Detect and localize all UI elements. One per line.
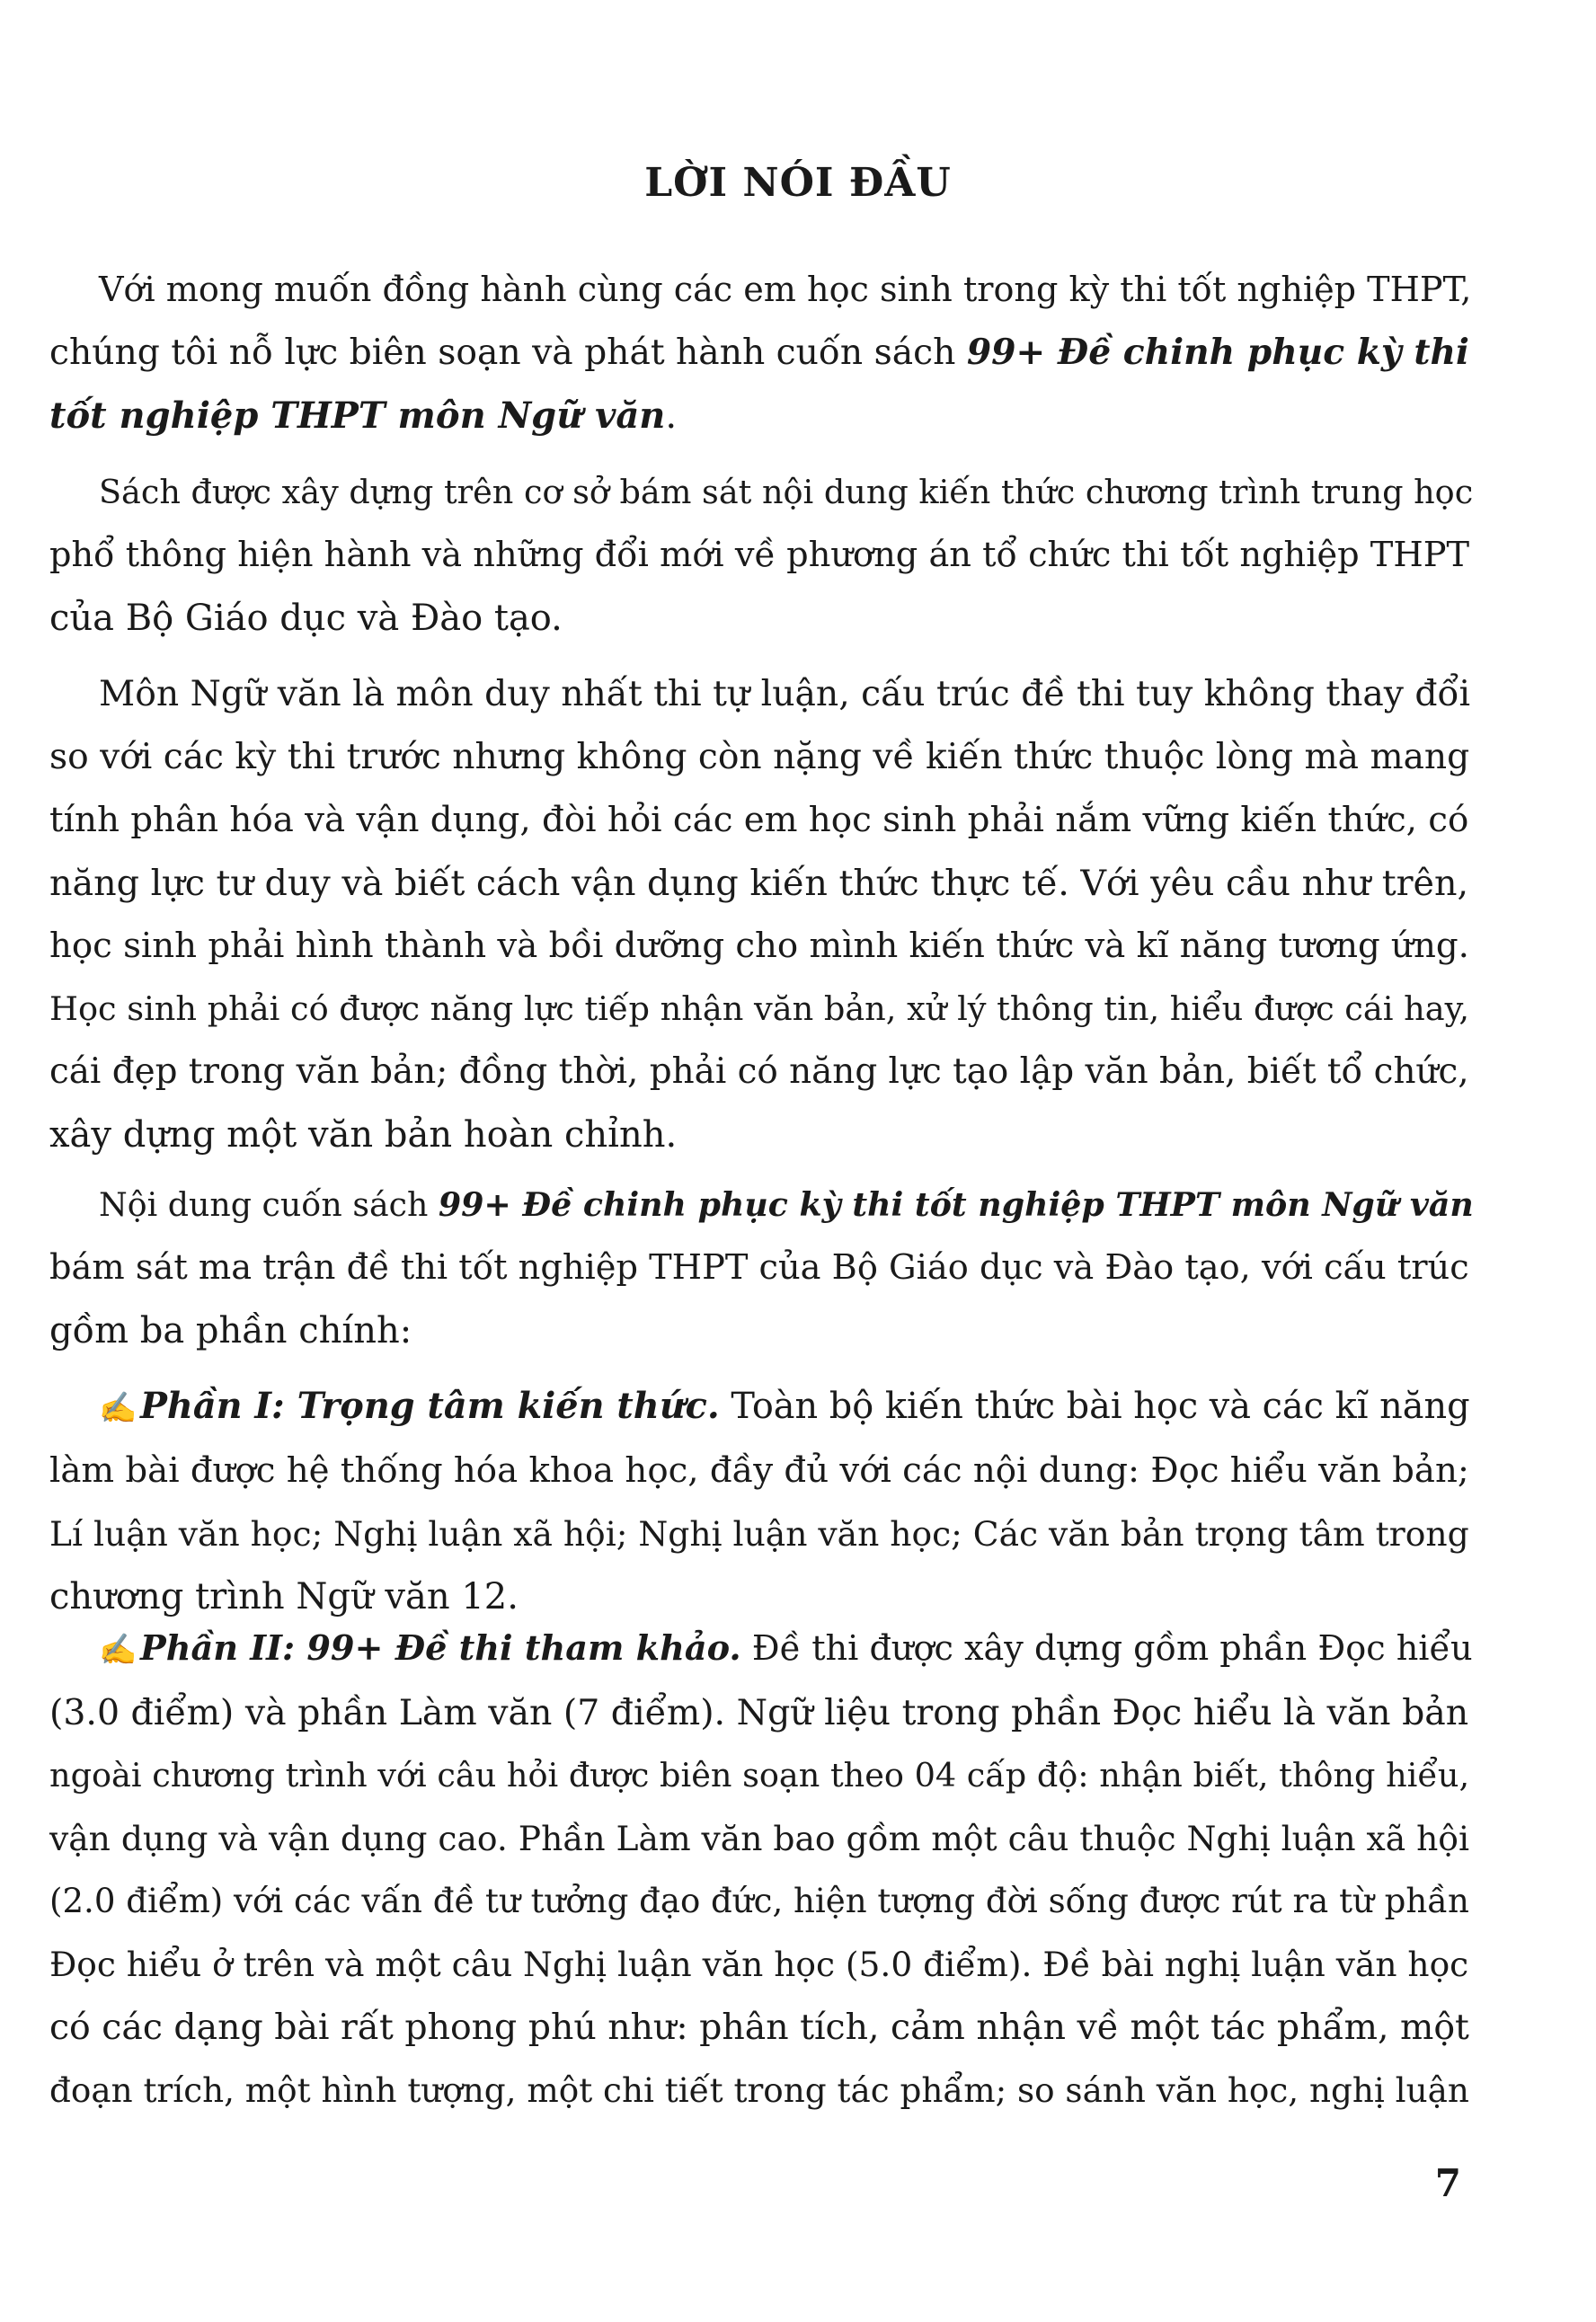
writing-hand-icon: ✍	[99, 1390, 137, 1426]
text-line	[49, 385, 1469, 448]
text-line	[49, 321, 1469, 385]
text-line: Với mong muốn đồng hành cùng các em học sinh trong kỳ thi tốt nghiệp THPT,	[99, 270, 1472, 309]
text-line: làm bài được hệ thống hóa khoa học, đầy đủ với các nội dung: Đọc hiểu văn bản;	[49, 1450, 1469, 1491]
text-line: ngoài chương trình với câu hỏi được biên soạn theo 04 cấp độ: nhận biết, thông hiểu,	[49, 1756, 1470, 1795]
paragraph-intro	[49, 258, 1472, 448]
section-heading: Phần I: Trọng tâm kiến thức.	[140, 1386, 720, 1427]
paragraph-part-2	[49, 1617, 1473, 2122]
page-number: 7	[1434, 2161, 1461, 2205]
text-line: bám sát ma trận đề thi tốt nghiệp THPT của Bộ Giáo dục và Đào tạo, với cấu trúc	[49, 1247, 1469, 1288]
page-title: LỜI NÓI ĐẦU	[644, 160, 952, 206]
text-line: có các dạng bài rất phong phú như: phân tích, cảm nhận về một tác phẩm, một	[49, 2007, 1469, 2048]
paragraph-subject	[49, 663, 1469, 1166]
text-line: Môn Ngữ văn là môn duy nhất thi tự luận, cấu trúc đề thi tuy không thay đổi	[99, 674, 1471, 714]
text-line: học sinh phải hình thành và bồi dưỡng cho mình kiến thức và kĩ năng tương ứng.	[49, 926, 1469, 966]
book-title: 99+ Đề chinh phục kỳ thi	[966, 332, 1469, 373]
book-title: tốt nghiệp THPT môn Ngữ văn	[49, 394, 666, 437]
text-line	[49, 1375, 1469, 1440]
book-title: 99+ Đề chinh phục kỳ thi tốt nghiệp THPT môn Ngữ văn	[438, 1185, 1474, 1224]
text-segment: .	[665, 395, 678, 437]
text-line: phổ thông hiện hành và những đổi mới về phương án tổ chức thi tốt nghiệp THPT	[49, 535, 1470, 575]
text-segment: chúng tôi nỗ lực biên soạn và phát hành cuốn sách	[49, 332, 967, 373]
paragraph-content	[49, 1174, 1474, 1362]
text-line: chương trình Ngữ văn 12.	[49, 1576, 519, 1617]
text-line: năng lực tư duy và biết cách vận dụng kiến thức thực tế. Với yêu cầu như trên,	[49, 863, 1469, 904]
text-line	[49, 1174, 1474, 1236]
text-line: gồm ba phần chính:	[49, 1310, 412, 1352]
text-line: đoạn trích, một hình tượng, một chi tiết trong tác phẩm; so sánh văn học, nghị luận	[49, 2070, 1469, 2110]
text-line: của Bộ Giáo dục và Đào tạo.	[49, 598, 563, 639]
text-line: Lí luận văn học; Nghị luận xã hội; Nghị luận văn học; Các văn bản trọng tâm trong	[49, 1514, 1469, 1554]
text-line: cái đẹp trong văn bản; đồng thời, phải có năng lực tạo lập văn bản, biết tổ chức,	[49, 1051, 1469, 1092]
text-line: vận dụng và vận dụng cao. Phần Làm văn bao gồm một câu thuộc Nghị luận xã hội	[49, 1819, 1469, 1858]
text-segment: Đề thi được xây dựng gồm phần Đọc hiểu	[740, 1629, 1473, 1669]
text-segment: Nội dung cuốn sách	[99, 1185, 439, 1224]
text-segment: Toàn bộ kiến thức bài học và các kĩ năng	[719, 1386, 1470, 1427]
text-line: Sách được xây dựng trên cơ sở bám sát nội dung kiến thức chương trình trung học	[99, 473, 1474, 511]
paragraph-basis	[49, 461, 1474, 650]
text-line: xây dựng một văn bản hoàn chỉnh.	[49, 1114, 678, 1156]
text-line	[49, 1617, 1473, 1681]
text-line: tính phân hóa và vận dụng, đòi hỏi các em học sinh phải nắm vững kiến thức, có	[49, 800, 1469, 840]
writing-hand-icon: ✍	[99, 1632, 137, 1668]
text-line: so với các kỳ thi trước nhưng không còn nặng về kiến thức thuộc lòng mà mang	[49, 737, 1470, 777]
text-line: Đọc hiểu ở trên và một câu Nghị luận văn học (5.0 điểm). Đề bài nghị luận văn học	[49, 1945, 1469, 1984]
text-line: (3.0 điểm) và phần Làm văn (7 điểm). Ngữ liệu trong phần Đọc hiểu là văn bản	[49, 1692, 1469, 1733]
section-heading: Phần II: 99+ Đề thi tham khảo.	[140, 1628, 741, 1669]
text-line: Học sinh phải có được năng lực tiếp nhận văn bản, xử lý thông tin, hiểu được cái hay,	[49, 989, 1470, 1028]
text-line: (2.0 điểm) với các vấn đề tư tưởng đạo đức, hiện tượng đời sống được rút ra từ phần	[49, 1882, 1469, 1920]
paragraph-part-1	[49, 1375, 1469, 1628]
